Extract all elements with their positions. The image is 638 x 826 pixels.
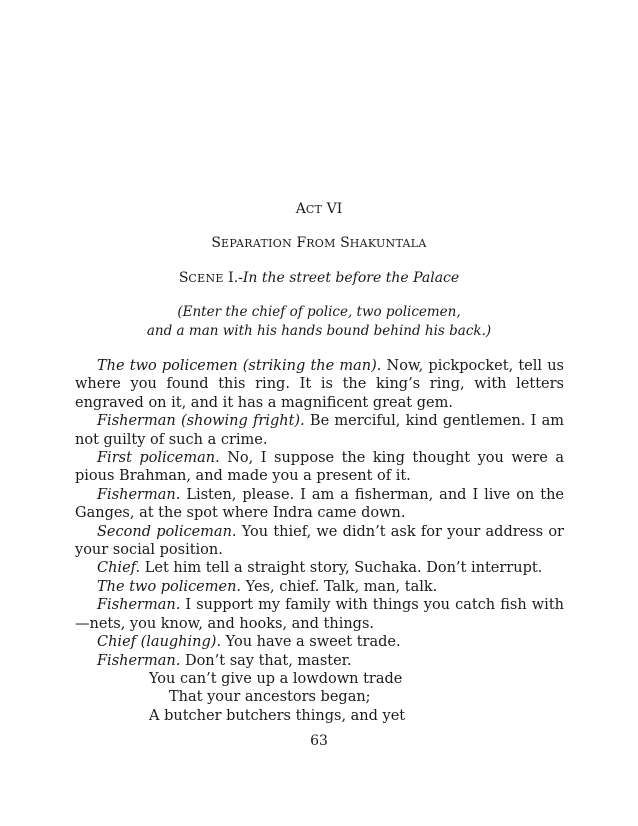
act-title-word3-rest: HAKUNTALA (349, 237, 427, 250)
dialogue-line (75, 523, 564, 560)
dialogue-line (75, 412, 564, 449)
speaker-name: The two policemen (striking the man). (97, 358, 382, 374)
dialogue-line (75, 596, 564, 633)
speaker-name: Fisherman. (97, 597, 181, 614)
dialogue-line (75, 652, 564, 670)
speaker-name: Chief. (97, 560, 141, 577)
speaker-name: Second policeman. (97, 523, 237, 540)
act-number: VI (326, 201, 343, 217)
scene-heading-cap: S (178, 270, 189, 286)
speech-text: Now, pickpocket, tell us where you found this ring. It is the king’s ring, with letters engraved on it, and it has a magnificent great gem. (75, 358, 564, 411)
stage-direction-line-1: (Enter the chief of police, two policemen, (177, 304, 461, 320)
speech-text: I support my family with things you catch fish with—nets, you know, and hooks, and things. (75, 597, 564, 632)
dialogue-line (75, 449, 564, 486)
dialogue-line (75, 486, 564, 523)
act-title-word1-rest: EPARATION (221, 237, 293, 250)
dialogue-line (75, 578, 564, 596)
act-title (0, 234, 638, 253)
scene-location: In the street before the Palace (242, 270, 460, 286)
act-heading-rest: CT (305, 203, 323, 216)
speaker-name: First policeman. (97, 450, 220, 467)
act-title-word2-rest: ROM (306, 237, 336, 250)
speech-text: You have a sweet trade. (221, 634, 401, 651)
stage-direction-line-2: and a man with his hands bound behind his back.) (146, 323, 492, 339)
speech-text: No, I suppose the king thought you were a pious Brahman, and made you a present of it. (75, 450, 564, 485)
dialogue-line (75, 559, 564, 577)
speaker-name: Fisherman. (97, 486, 181, 503)
scene-heading (0, 269, 638, 288)
speaker-name: Fisherman (showing fright). (97, 413, 305, 430)
act-heading (0, 200, 638, 219)
speech-text: Don’t say that, master. (180, 652, 352, 669)
verse-line: A butcher butchers things, and yet (149, 707, 406, 724)
verse-line: You can’t give up a lowdown trade (149, 670, 403, 687)
speaker-name: The two policemen. (97, 578, 242, 595)
act-title-word2-cap: F (296, 235, 307, 251)
speech-text: Yes, chief. Talk, man, talk. (241, 578, 438, 595)
act-title-word1-cap: S (211, 235, 221, 251)
speech-text: Let him tell a straight story, Suchaka. Don’t interrupt. (140, 560, 543, 577)
dialogue-block (75, 357, 564, 725)
act-title-word3-cap: S (340, 235, 350, 251)
act-heading-cap: A (295, 201, 306, 217)
speech-text: Listen, please. I am a fisherman, and I live on the Ganges, at the spot where Indra came down. (75, 486, 564, 522)
dialogue-line (75, 357, 564, 412)
scene-heading-rest: CENE (188, 272, 224, 285)
dialogue-line (75, 633, 564, 651)
speech-text: Be merciful, kind gentlemen. I am not guilty of such a crime. (75, 413, 564, 448)
verse-line: That your ancestors began; (169, 689, 371, 706)
speech-text: You thief, we didn’t ask for your address or your social position. (75, 523, 564, 559)
speaker-name: Chief (laughing). (97, 634, 222, 651)
page-number: 63 (310, 733, 328, 749)
speaker-name: Fisherman. (97, 652, 181, 669)
scene-number: I.- (228, 270, 243, 286)
